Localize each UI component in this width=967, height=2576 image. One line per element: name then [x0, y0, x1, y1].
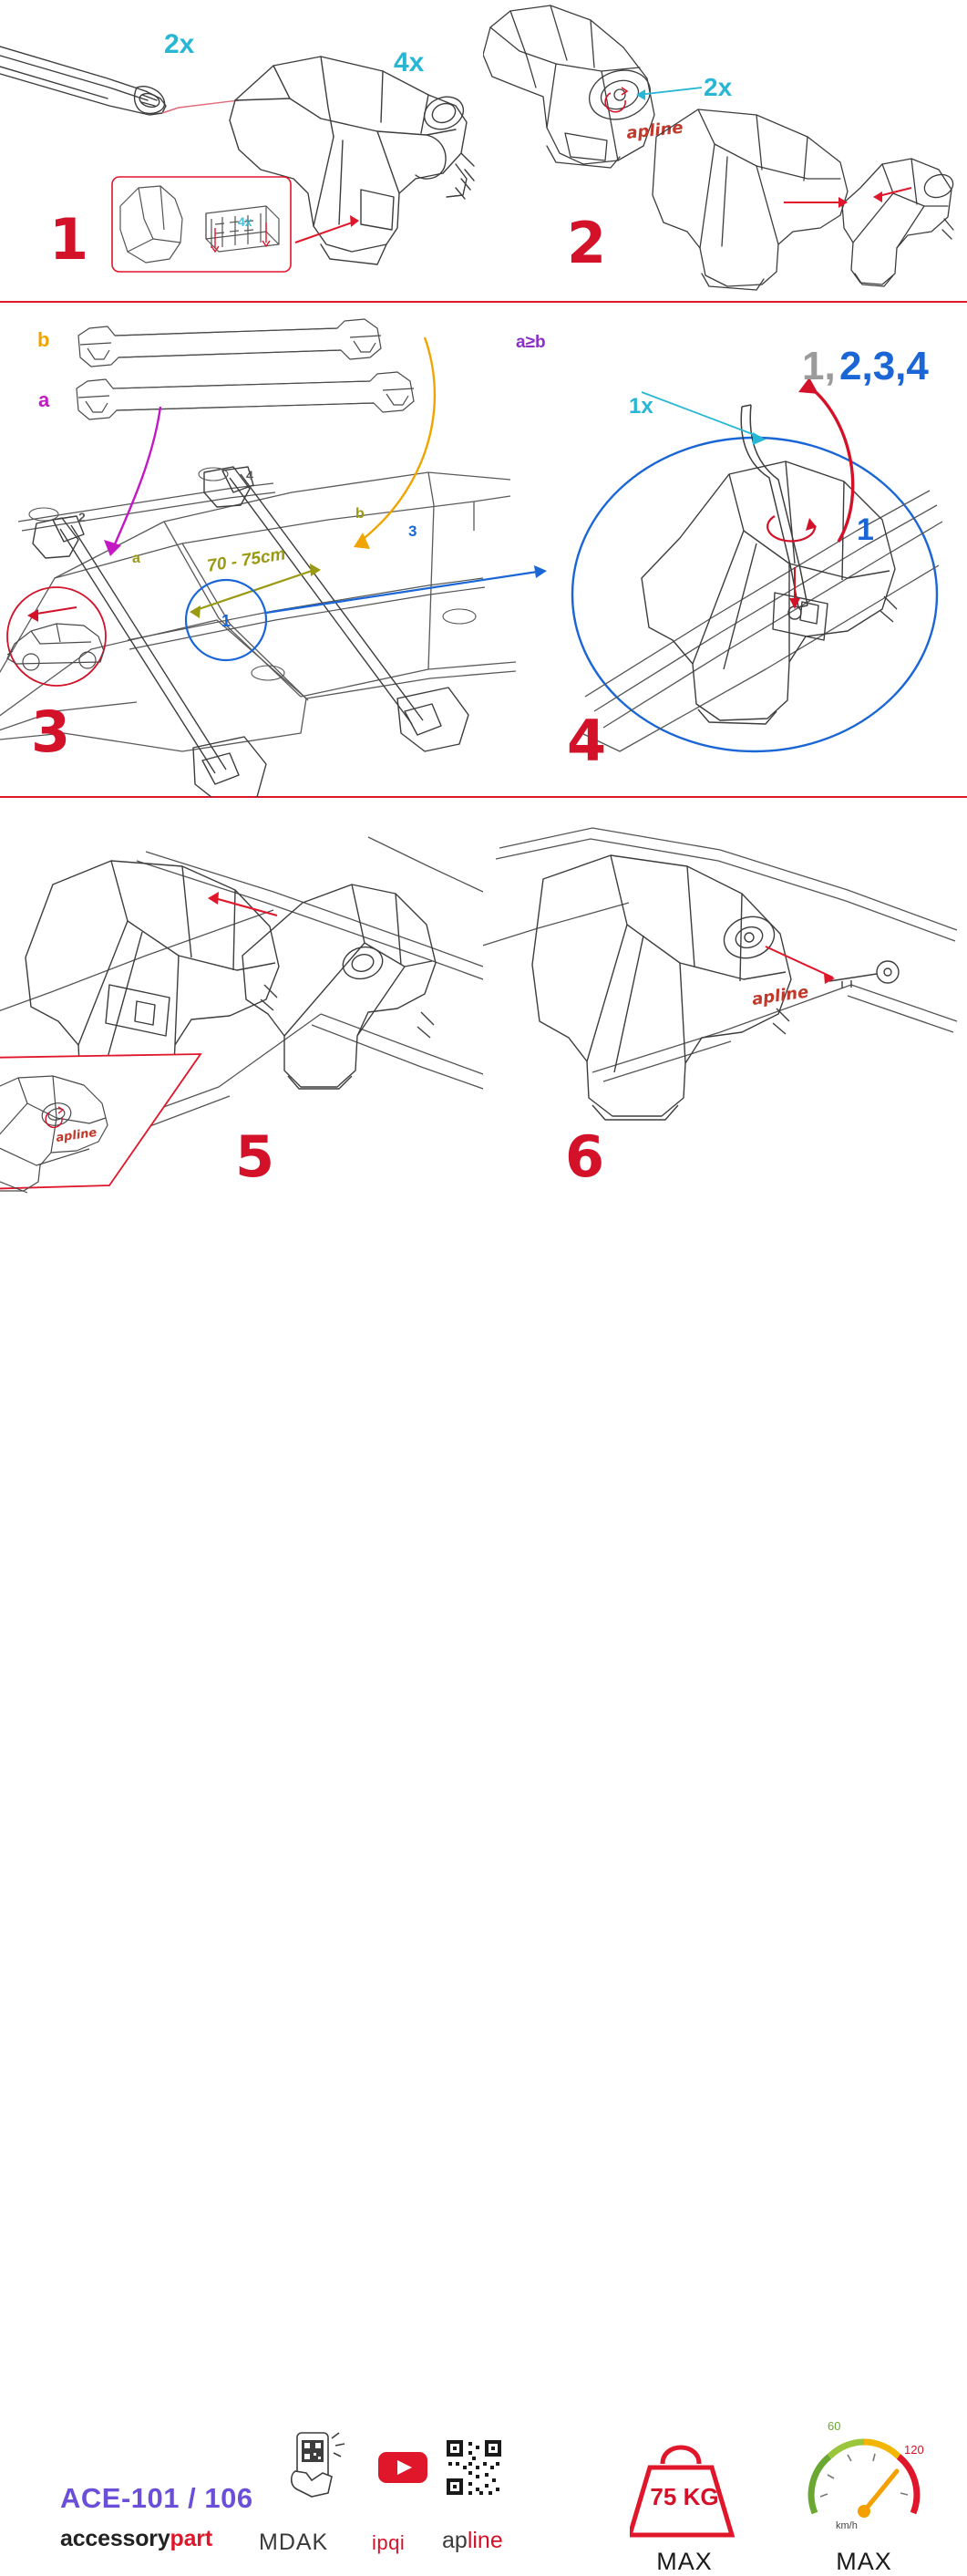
label-pos-2: 2 — [78, 510, 86, 524]
panel-6-illustration — [483, 802, 967, 1167]
brand-part-text: part — [170, 2526, 212, 2551]
svg-text:apline: apline — [625, 118, 684, 143]
speed-scale-min: 60 — [828, 2419, 841, 2433]
qr-hand-icon — [288, 2429, 354, 2502]
weight-max-label: MAX — [656, 2548, 713, 2575]
label-qty-pads: 4x — [238, 214, 252, 229]
step-number-1: 1 — [49, 206, 89, 273]
label-sequence-first: 1, — [802, 344, 836, 388]
label-qty-feet: 4x — [394, 47, 425, 78]
svg-text:apline: apline — [55, 1125, 98, 1145]
label-arrow-a: a — [132, 551, 140, 566]
footer — [0, 1231, 967, 2575]
label-bar-a: a — [38, 388, 50, 411]
car-direction-inset — [7, 587, 106, 686]
youtube-icon[interactable] — [377, 2449, 428, 2486]
panel-2-illustration — [483, 0, 967, 301]
label-arrow-b: b — [355, 506, 365, 522]
step-number-4: 4 — [567, 708, 607, 774]
brand-accessorypart — [60, 2526, 212, 2552]
label-a-ge-b: a≥b — [516, 333, 546, 352]
brand-ap-text: ap — [442, 2528, 468, 2553]
svg-text:apline: apline — [750, 982, 810, 1009]
label-pos-4: 4 — [246, 468, 253, 482]
label-callout-1: 1 — [221, 612, 231, 630]
panel-5-detail-box — [0, 1054, 201, 1189]
section-divider-1 — [0, 301, 967, 303]
brand-line-text: line — [467, 2528, 503, 2553]
brand-ipqi: ipqi — [372, 2531, 406, 2554]
detail-circle — [572, 438, 937, 751]
weight-value: 75 KG — [650, 2483, 719, 2510]
speed-scale-max: 120 — [904, 2443, 924, 2457]
model-code: ACE-101 / 106 — [60, 2482, 253, 2514]
label-qty-bars: 2x — [164, 29, 195, 59]
label-bar-b: b — [37, 328, 50, 351]
label-sequence-rest: 2,3,4 — [839, 344, 929, 388]
label-tighten-2x: 2x — [704, 73, 733, 101]
step-number-5: 5 — [235, 1123, 275, 1190]
speed-unit-label: km/h — [836, 2520, 858, 2531]
qr-code-icon — [445, 2438, 503, 2497]
step-number-2: 2 — [567, 210, 607, 276]
step-number-3: 3 — [31, 698, 71, 765]
brand-mdak: MDAK — [259, 2529, 329, 2555]
label-bar-spacing: 70 - 75cm — [205, 544, 287, 576]
label-start-position: 1 — [857, 512, 874, 547]
step-number-6: 6 — [565, 1123, 605, 1190]
label-tool-qty: 1x — [629, 394, 653, 419]
brand-accessory-text: accessory — [60, 2526, 170, 2551]
speed-max-label: MAX — [836, 2548, 892, 2575]
label-pos-3: 3 — [408, 522, 417, 540]
brand-apline — [442, 2528, 503, 2554]
